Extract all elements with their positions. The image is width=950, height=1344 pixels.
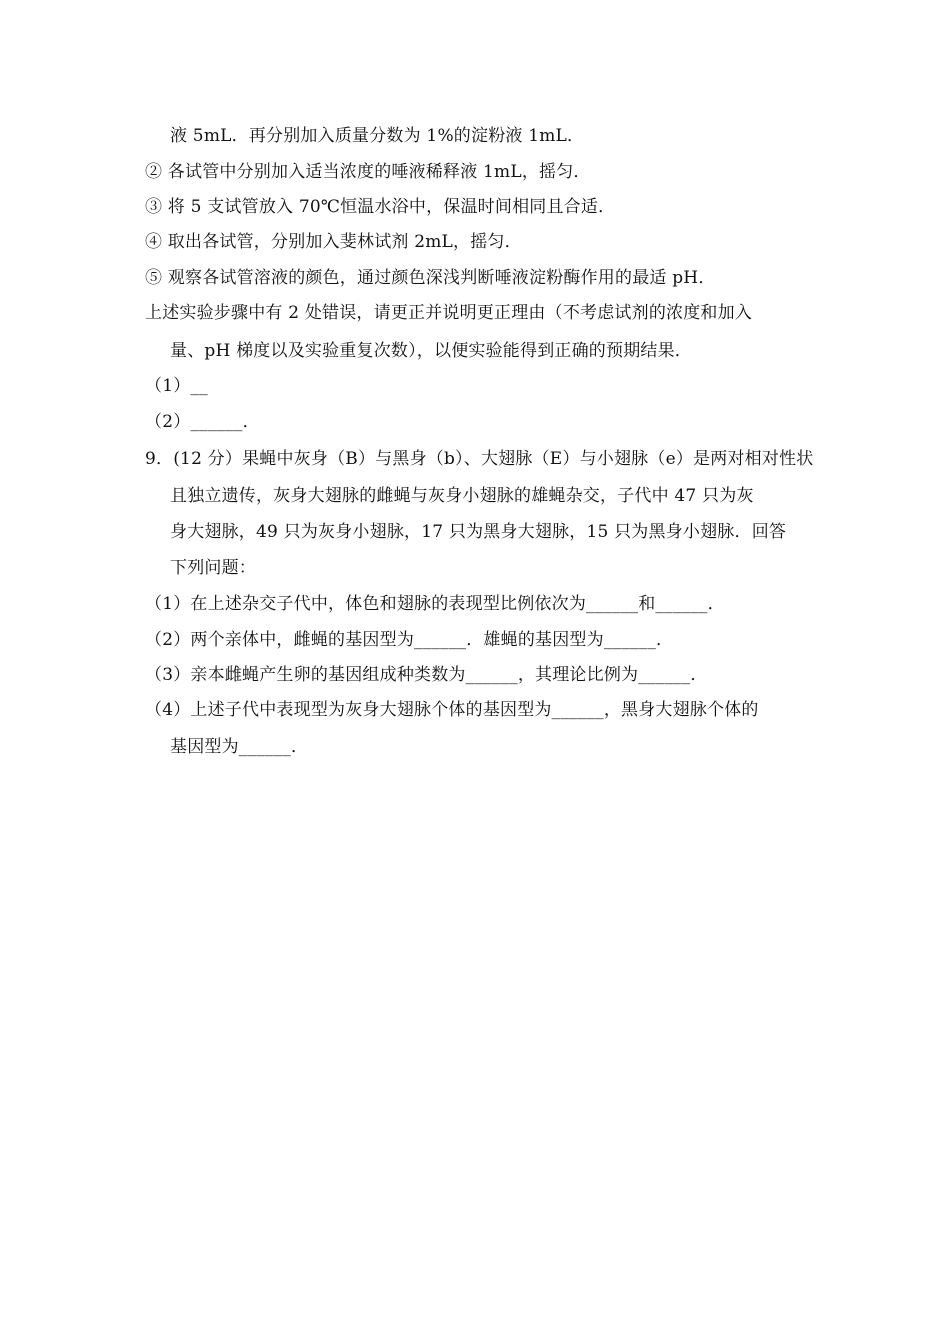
answer-2-line: （2）______． <box>145 412 260 432</box>
step-4-line: ④ 取出各试管，分别加入斐林试剂 2mL，摇匀． <box>145 232 522 252</box>
question-9-heading: 9．(12 分）果蝇中灰身（B）与黑身（b）、大翅脉（E）与小翅脉（e）是两对相对性状 <box>145 449 814 469</box>
question-9-text: 身大翅脉，49 只为灰身小翅脉，17 只为黑身大翅脉，15 只为黑身小翅脉．回答 <box>170 522 787 542</box>
sub-question-1: （1）在上述杂交子代中，体色和翅脉的表现型比例依次为______和______． <box>145 594 725 614</box>
step-5-line: ⑤ 观察各试管溶液的颜色，通过颜色深浅判断唾液淀粉酶作用的最适 pH． <box>145 268 716 288</box>
instruction-line-cont: 量、pH 梯度以及实验重复次数），以便实验能得到正确的预期结果． <box>170 341 693 361</box>
sub-question-4: （4）上述子代中表现型为灰身大翅脉个体的基因型为______，黑身大翅脉个体的 <box>145 700 759 720</box>
step-3-line: ③ 将 5 支试管放入 70℃恒温水浴中，保温时间相同且合适． <box>145 197 616 217</box>
sub-question-3: （3）亲本雌蝇产生卵的基因组成种类数为______，其理论比例为______． <box>145 665 708 685</box>
answer-1-line: （1）__ <box>145 376 208 396</box>
text-line: 液 5mL．再分别加入质量分数为 1%的淀粉液 1mL． <box>170 126 585 146</box>
step-2-line: ② 各试管中分别加入适当浓度的唾液稀释液 1mL，摇匀． <box>145 162 591 182</box>
sub-question-2: （2）两个亲体中，雌蝇的基因型为______．雄蝇的基因型为______． <box>145 630 674 650</box>
question-9-text: 下列问题： <box>170 558 256 578</box>
sub-question-4-cont: 基因型为______． <box>170 737 309 757</box>
instruction-line: 上述实验步骤中有 2 处错误，请更正并说明更正理由（不考虑试剂的浓度和加入 <box>145 303 753 323</box>
question-9-text: 且独立遗传，灰身大翅脉的雌蝇与灰身小翅脉的雄蝇杂交，子代中 47 只为灰 <box>170 486 754 506</box>
